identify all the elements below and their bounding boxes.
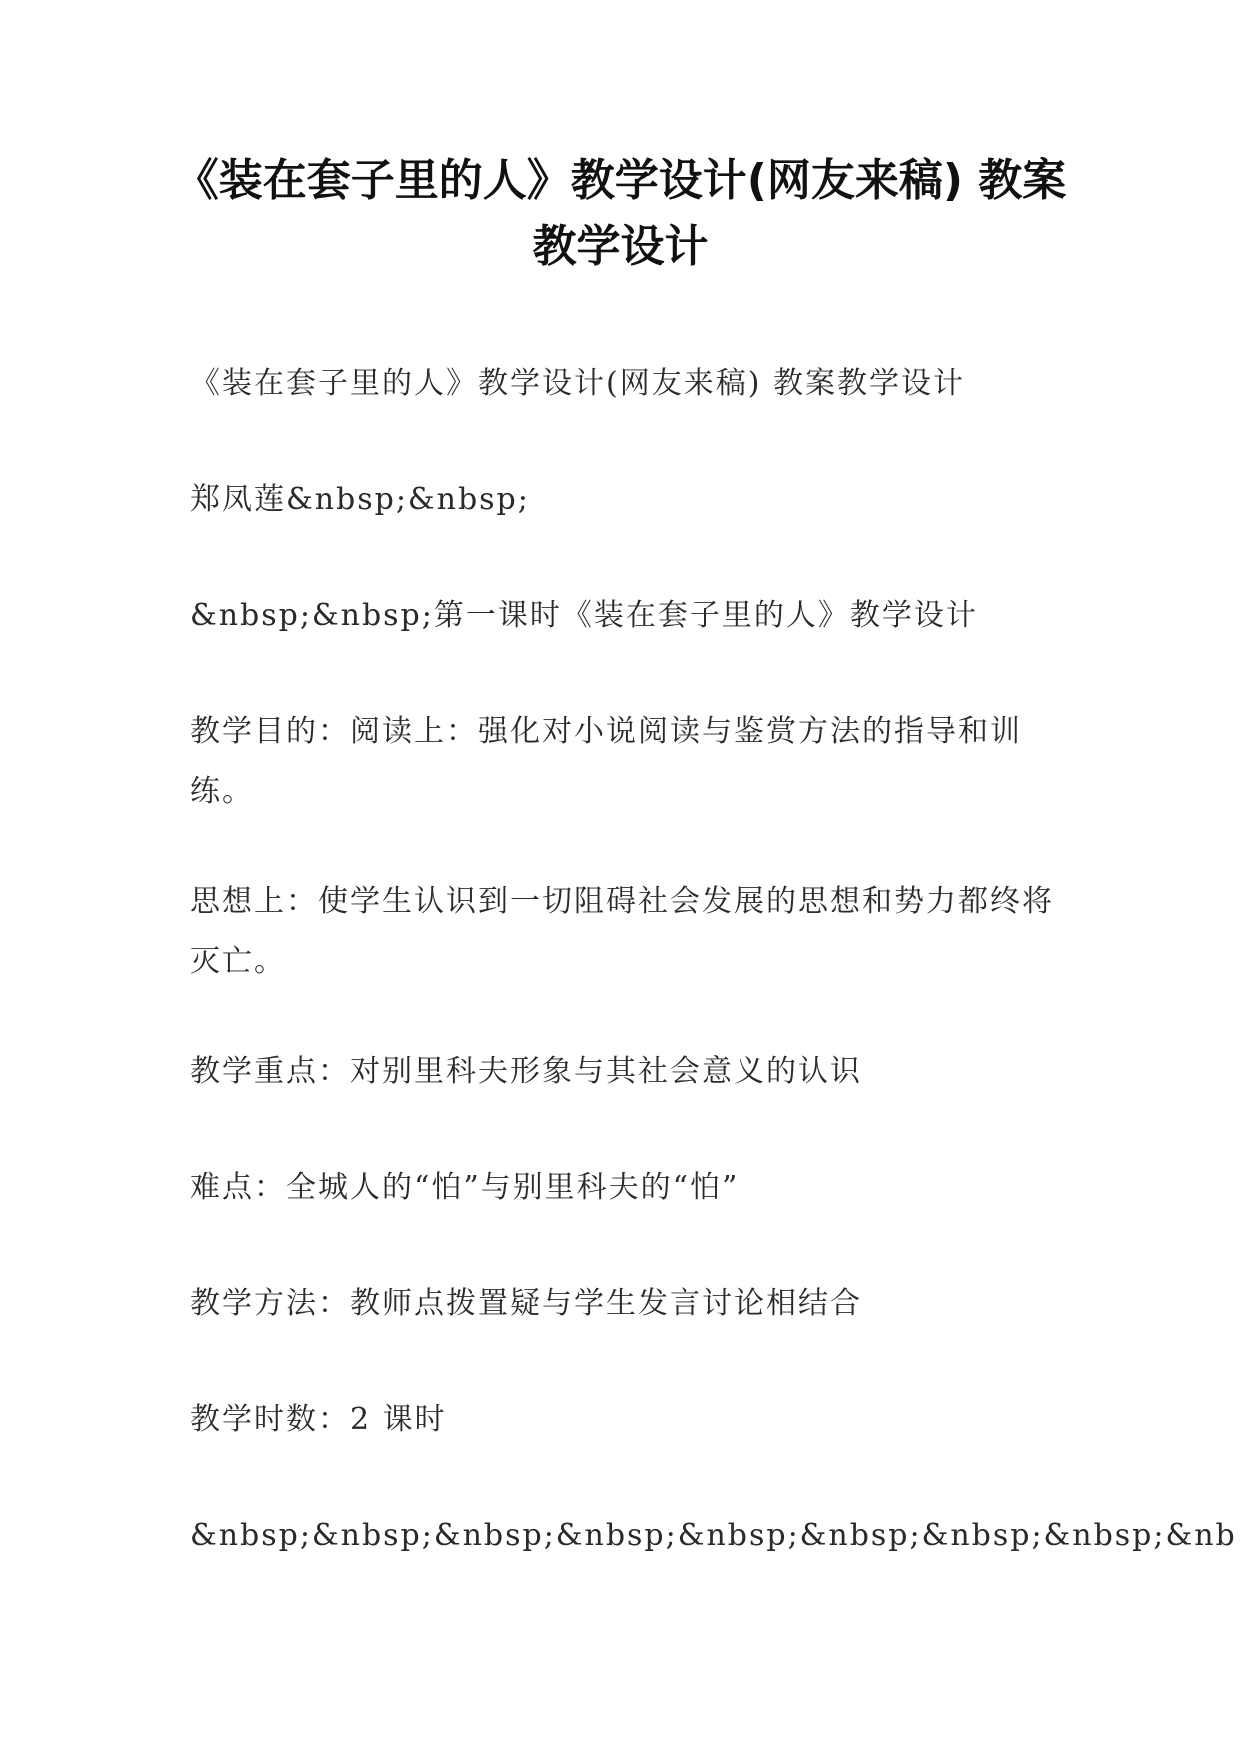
paragraph-subtitle: 《装在套子里的人》教学设计(网友来稿) 教案教学设计 bbox=[190, 366, 965, 401]
paragraph-difficulty: 难点：全城人的“怕”与别里科夫的“怕” bbox=[190, 1170, 740, 1205]
paragraph-lesson-heading: &nbsp;&nbsp;第一课时《装在套子里的人》教学设计 bbox=[190, 598, 978, 633]
document-title: 《装在套子里的人》教学设计(网友来稿) 教案教学设计 bbox=[174, 155, 1067, 272]
paragraph-key-point: 教学重点：对别里科夫形象与其社会意义的认识 bbox=[190, 1054, 862, 1089]
paragraph-author: 郑凤莲&nbsp;&nbsp; bbox=[190, 482, 530, 517]
paragraph-ideology-aim: 思想上：使学生认识到一切阻碍社会发展的思想和势力都终将灭亡。 bbox=[190, 884, 1054, 979]
paragraph-teaching-aim: 教学目的：阅读上：强化对小说阅读与鉴赏方法的指导和训练。 bbox=[190, 714, 1022, 809]
paragraph-nbsp-line: &nbsp;&nbsp;&nbsp;&nbsp;&nbsp;&nbsp;&nbsp;&nbsp;&nb bbox=[190, 1518, 1237, 1553]
paragraph-method: 教学方法：教师点拨置疑与学生发言讨论相结合 bbox=[190, 1286, 862, 1321]
paragraph-hours: 教学时数：2 课时 bbox=[190, 1402, 447, 1437]
